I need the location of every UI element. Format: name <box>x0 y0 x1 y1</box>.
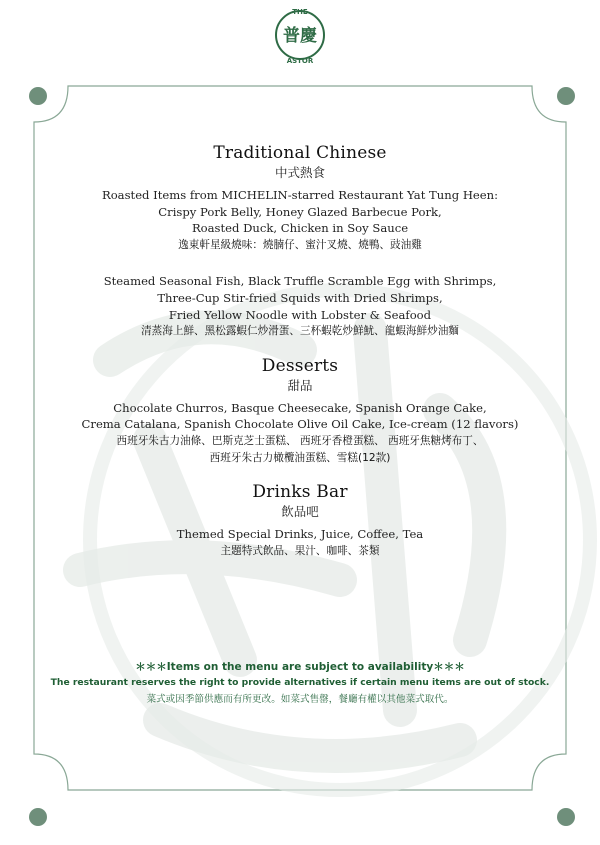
section-title-zh: 甜品 <box>287 377 313 393</box>
menu-line-zh: 西班牙朱古力油條、巴斯克芝士蛋糕、 西班牙香橙蛋糕、 西班牙焦糖烤布丁、 <box>116 434 484 447</box>
availability-note: ＊＊＊Items on the menu are subject to availability＊＊＊ <box>135 661 465 673</box>
menu-line: Chocolate Churros, Basque Cheesecake, Spanish Orange Cake, <box>113 400 487 415</box>
menu-line: Three-Cup Stir-fried Squids with Dried Shrimps, <box>157 290 443 305</box>
menu-line: Roasted Items from MICHELIN-starred Restaurant Yat Tung Heen: <box>101 188 499 202</box>
reserve-note: The restaurant reserves the right to provide alternatives if certain menu items are out of stock. <box>50 677 550 688</box>
menu-content <box>40 142 560 559</box>
section-title-zh: 飲品吧 <box>281 504 319 520</box>
menu-line-zh: 主題特式飲品、果汁、咖啡、茶類 <box>220 544 380 557</box>
section-title: Drinks Bar <box>252 482 348 503</box>
menu-notes <box>20 660 580 708</box>
logo-text-zh: 普慶 <box>283 26 317 46</box>
section-drinks-bar <box>40 481 560 559</box>
corner-dot-top-left <box>29 87 47 105</box>
corner-dot-top-right <box>557 87 575 105</box>
logo-text-top: THE <box>292 8 308 16</box>
menu-line-zh: 西班牙朱古力橄欖油蛋糕、雪糕(12款) <box>209 451 391 464</box>
menu-line: Themed Special Drinks, Juice, Coffee, Tea <box>176 527 424 542</box>
menu-line-zh: 逸東軒星級燒味：燒腩仔、蜜汁叉燒、燒鴨、豉油雞 <box>178 238 422 251</box>
menu-line: Crispy Pork Belly, Honey Glazed Barbecue Pork, <box>158 204 442 219</box>
reserve-note-zh: 菜式或因季節供應而有所更改。如菜式售罄，餐廳有權以其他菜式取代。 <box>146 694 454 705</box>
menu-line: Roasted Duck, Chicken in Soy Sauce <box>191 221 409 236</box>
menu-line: Steamed Seasonal Fish, Black Truffle Scramble Egg with Shrimps, <box>103 274 497 289</box>
section-desserts <box>40 355 560 466</box>
logo-text-bottom: ASTOR <box>286 57 314 65</box>
astor-logo <box>268 3 332 67</box>
menu-line-zh: 清蒸海上鮮、黑松露蝦仁炒滑蛋、三杯蝦乾炒鮮魷、龍蝦海鮮炒油麵 <box>141 325 459 338</box>
section-title: Desserts <box>261 355 339 376</box>
section-traditional-chinese <box>40 142 560 340</box>
section-title: Traditional Chinese <box>213 143 387 163</box>
section-title-zh: 中式熱食 <box>274 165 325 180</box>
menu-line: Fried Yellow Noodle with Lobster & Seafood <box>168 307 432 322</box>
menu-line: Crema Catalana, Spanish Chocolate Olive Oil Cake, Ice-cream (12 flavors) <box>81 417 519 432</box>
